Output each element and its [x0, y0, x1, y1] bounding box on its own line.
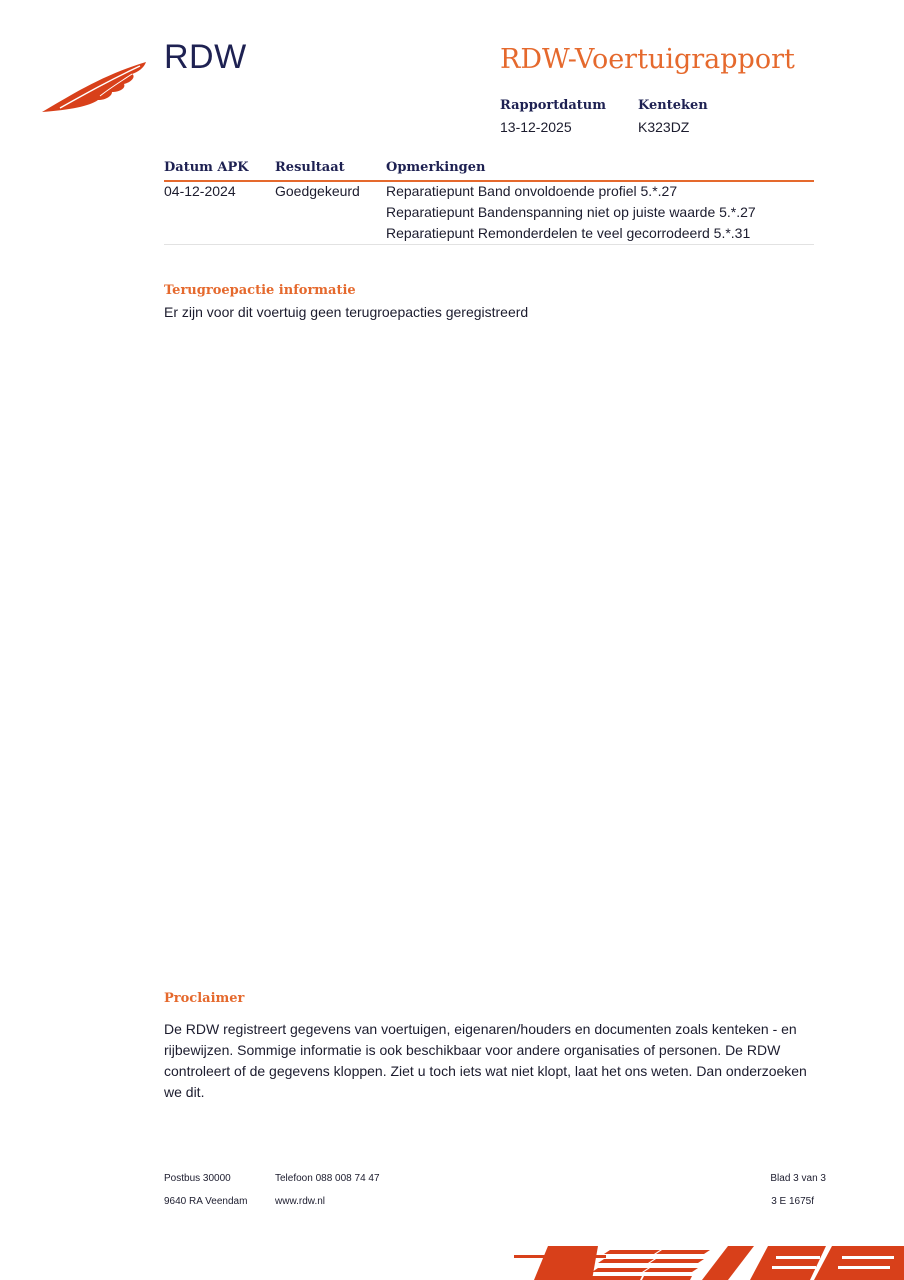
footer-postbus: Postbus 30000: [164, 1173, 231, 1184]
report-date: 13-12-2025: [500, 119, 572, 135]
table-header-divider: [164, 180, 814, 182]
brand-name: RDW: [164, 38, 247, 76]
proclaimer-text: [164, 1019, 814, 1103]
proclaimer-line: De RDW registreert gegevens van voertuigen, eigenaren/houders en documenten zoals kenteken - en: [164, 1021, 797, 1037]
plate-label: Kenteken: [638, 98, 708, 113]
apk-remark: Reparatiepunt Bandenspanning niet op juiste waarde 5.*.27: [386, 204, 756, 220]
report-title: RDW-Voertuigrapport: [500, 44, 795, 75]
table-bottom-divider: [164, 244, 814, 245]
footer-city: 9640 RA Veendam: [164, 1196, 248, 1207]
column-header-date: Datum APK: [164, 160, 249, 175]
apk-remark: Reparatiepunt Band onvoldoende profiel 5.*.27: [386, 183, 678, 199]
report-date-label: Rapportdatum: [500, 98, 606, 113]
proclaimer-line: we dit.: [164, 1084, 205, 1100]
apk-date: 04-12-2024: [164, 183, 236, 199]
column-header-result: Resultaat: [275, 160, 345, 175]
recall-text: Er zijn voor dit voertuig geen terugroepacties geregistreerd: [164, 304, 529, 320]
footer-document-code: 3 E 1675f: [771, 1196, 814, 1207]
column-header-remarks: Opmerkingen: [386, 160, 486, 175]
proclaimer-line: rijbewijzen. Sommige informatie is ook beschikbaar voor andere organisaties of personen. De RDW: [164, 1042, 781, 1058]
rdw-logo-icon: [40, 56, 150, 116]
footer-phone: Telefoon 088 008 74 47: [275, 1173, 380, 1184]
plate-number: K323DZ: [638, 119, 690, 135]
footer-page-number: Blad 3 van 3: [770, 1173, 826, 1184]
decorative-stripes-icon: [514, 1244, 904, 1280]
recall-section-title: Terugroepactie informatie: [164, 283, 356, 298]
footer-website-link[interactable]: www.rdw.nl: [275, 1196, 326, 1207]
apk-result: Goedgekeurd: [275, 183, 360, 199]
apk-remark: Reparatiepunt Remonderdelen te veel gecorrodeerd 5.*.31: [386, 225, 751, 241]
proclaimer-line: controleert of de gegevens kloppen. Ziet u toch iets wat niet klopt, laat het ons weten. Dan onderzoeken: [164, 1063, 807, 1079]
proclaimer-title: Proclaimer: [164, 991, 245, 1006]
